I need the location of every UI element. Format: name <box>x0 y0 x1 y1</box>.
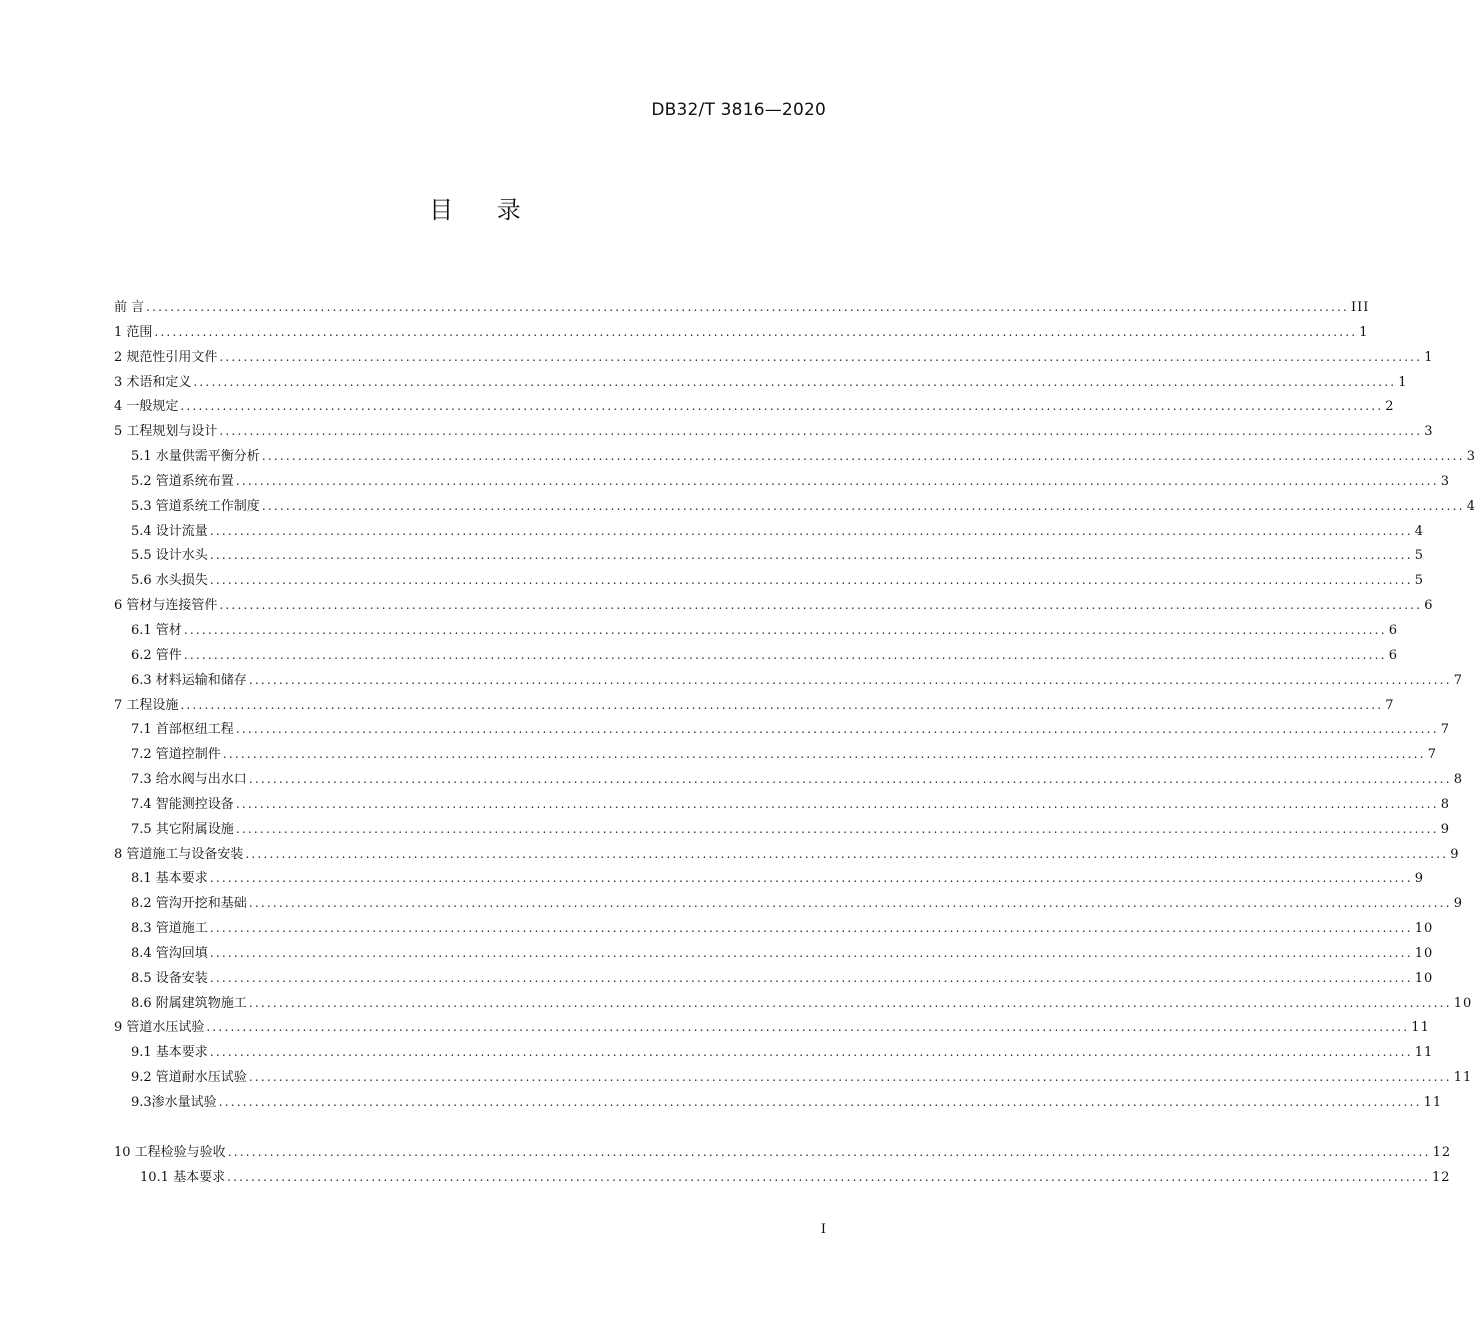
toc-entry-page: 11 <box>1414 1045 1434 1061</box>
toc-entry[interactable] <box>114 767 1463 792</box>
toc-dot-leader: ........................................................................................................................................................................................................ <box>146 300 1350 314</box>
toc-dot-leader: ........................................................................................................................................................................................................ <box>183 647 1387 662</box>
toc-entry-label: 7.5 其它附属设施 <box>131 821 234 837</box>
toc-dot-leader: ........................................................................................................................................................................................................ <box>209 548 1413 563</box>
toc-entry-label: 10 工程检验与验收 <box>114 1144 226 1160</box>
toc-entry-label: 前 言 <box>114 300 145 315</box>
toc-entry-label: 9.1 基本要求 <box>131 1045 208 1061</box>
toc-entry-label: 8.3 管道施工 <box>131 921 208 937</box>
toc-entry-page: 6 <box>1388 647 1398 663</box>
toc-entry-label: 5.3 管道系统工作制度 <box>131 498 260 514</box>
toc-entry[interactable] <box>114 469 1450 494</box>
toc-entry[interactable] <box>114 693 1395 718</box>
table-of-contents <box>114 295 1476 1190</box>
toc-entry[interactable] <box>114 444 1476 469</box>
toc-entry-page: 10 <box>1414 970 1434 986</box>
toc-dot-leader: ........................................................................................................................................................................................................ <box>235 821 1439 836</box>
toc-entry-label: 5.6 水头损失 <box>131 573 208 589</box>
toc-dot-leader: ........................................................................................................................................................................................................ <box>193 374 1397 389</box>
toc-entry-label: 6.1 管材 <box>131 622 182 638</box>
toc-entry-page: 3 <box>1424 424 1434 440</box>
toc-entry-label: 7.2 管道控制件 <box>131 747 221 763</box>
toc-entry-page: 5 <box>1414 548 1424 564</box>
toc-entry[interactable] <box>114 842 1460 867</box>
toc-entry-label: 3 术语和定义 <box>114 374 192 390</box>
toc-entry[interactable] <box>114 817 1450 842</box>
toc-entry-label: 8.1 基本要求 <box>131 871 208 887</box>
toc-entry-label: 9.2 管道耐水压试验 <box>131 1070 247 1086</box>
toc-dot-leader: ........................................................................................................................................................................................................ <box>248 1070 1452 1085</box>
toc-entry-label: 5.2 管道系统布置 <box>131 473 234 489</box>
toc-entry[interactable] <box>114 966 1434 991</box>
toc-entry-label: 7.3 给水阀与出水口 <box>131 772 247 788</box>
toc-entry[interactable] <box>114 941 1434 966</box>
page-title: 目 录 <box>429 196 539 224</box>
toc-dot-leader: ........................................................................................................................................................................................................ <box>245 846 1449 861</box>
toc-dot-leader: ........................................................................................................................................................................................................ <box>218 1095 1422 1109</box>
toc-dot-leader: ........................................................................................................................................................................................................ <box>183 622 1387 637</box>
toc-entry[interactable] <box>114 394 1395 419</box>
toc-dot-leader: ........................................................................................................................................................................................................ <box>209 523 1413 538</box>
toc-entry-page: 6 <box>1388 622 1398 638</box>
toc-entry[interactable] <box>114 1015 1430 1040</box>
toc-entry-page: 5 <box>1414 573 1424 589</box>
toc-entry-label: 9 管道水压试验 <box>114 1020 205 1036</box>
toc-entry-page: 11 <box>1423 1095 1443 1110</box>
toc-entry-label: 4 一般规定 <box>114 399 179 415</box>
toc-entry[interactable] <box>114 494 1476 519</box>
toc-entry-page: 10 <box>1414 921 1434 937</box>
toc-entry[interactable] <box>114 866 1424 891</box>
toc-dot-leader: ........................................................................................................................................................................................................ <box>248 772 1452 787</box>
toc-entry-label: 8.2 管沟开挖和基础 <box>131 896 247 912</box>
toc-entry-page: 7 <box>1385 697 1395 713</box>
toc-entry[interactable] <box>114 891 1463 916</box>
toc-entry-page: 12 <box>1431 1169 1451 1185</box>
toc-entry-label: 10.1 基本要求 <box>140 1169 226 1185</box>
toc-entry[interactable] <box>114 643 1398 668</box>
toc-dot-leader: ........................................................................................................................................................................................................ <box>235 473 1439 488</box>
toc-dot-leader: ........................................................................................................................................................................................................ <box>248 995 1452 1010</box>
page-number: I <box>820 1222 826 1237</box>
toc-entry[interactable] <box>114 742 1437 767</box>
toc-entry-page: 4 <box>1414 523 1424 539</box>
toc-dot-leader: ........................................................................................................................................................................................................ <box>227 1144 1431 1159</box>
toc-entry-page: 8 <box>1453 772 1463 788</box>
toc-entry[interactable] <box>114 419 1434 444</box>
toc-entry-page: 1 <box>1359 324 1369 340</box>
toc-dot-leader: ........................................................................................................................................................................................................ <box>235 722 1439 737</box>
toc-dot-leader: ........................................................................................................................................................................................................ <box>209 970 1413 985</box>
toc-entry[interactable] <box>114 345 1434 370</box>
toc-dot-leader: ........................................................................................................................................................................................................ <box>248 896 1452 911</box>
toc-dot-leader: ........................................................................................................................................................................................................ <box>209 945 1413 960</box>
toc-entry[interactable] <box>114 320 1369 345</box>
toc-entry-page: III <box>1351 300 1370 315</box>
toc-dot-leader: ........................................................................................................................................................................................................ <box>180 697 1384 712</box>
toc-entry-page: 7 <box>1453 672 1463 688</box>
toc-entry-page: 11 <box>1453 1070 1473 1086</box>
toc-entry[interactable] <box>114 717 1450 742</box>
toc-entry-page: 11 <box>1411 1020 1430 1036</box>
toc-dot-leader: ........................................................................................................................................................................................................ <box>219 349 1423 364</box>
toc-entry-label: 8.5 设备安装 <box>131 970 208 986</box>
toc-entry-label: 7.1 首部枢纽工程 <box>131 722 234 738</box>
toc-entry[interactable] <box>114 568 1424 593</box>
toc-entry[interactable] <box>114 519 1424 544</box>
toc-dot-leader: ........................................................................................................................................................................................................ <box>180 399 1384 414</box>
toc-entry-label: 9.3渗水量试验 <box>131 1095 217 1110</box>
toc-entry-page: 6 <box>1424 598 1434 614</box>
toc-entry[interactable] <box>114 991 1473 1016</box>
toc-entry-page: 12 <box>1432 1144 1452 1160</box>
toc-entry-page: 10 <box>1453 995 1473 1011</box>
toc-entry-page: 3 <box>1466 449 1476 465</box>
toc-entry-page: 7 <box>1440 722 1450 738</box>
document-code: DB32/T 3816—2020 <box>651 100 826 120</box>
toc-entry-page: 3 <box>1440 473 1450 489</box>
toc-entry-page: 8 <box>1440 796 1450 812</box>
toc-entry[interactable] <box>114 370 1408 395</box>
toc-entry-label: 1 范围 <box>114 324 153 340</box>
toc-entry-page: 2 <box>1385 399 1395 415</box>
toc-entry[interactable] <box>114 1040 1434 1065</box>
toc-entry-label: 6 管材与连接管件 <box>114 598 218 614</box>
toc-entry-label: 2 规范性引用文件 <box>114 349 218 365</box>
toc-entry-label: 7 工程设施 <box>114 697 179 713</box>
toc-dot-leader: ........................................................................................................................................................................................................ <box>209 573 1413 588</box>
toc-dot-leader: ........................................................................................................................................................................................................ <box>222 747 1426 762</box>
toc-entry-label: 5.1 水量供需平衡分析 <box>131 449 260 465</box>
toc-entry-page: 4 <box>1466 498 1476 514</box>
toc-entry-page: 1 <box>1424 349 1434 365</box>
toc-entry-label: 8.4 管沟回填 <box>131 945 208 961</box>
toc-entry-label: 8 管道施工与设备安装 <box>114 846 244 862</box>
toc-dot-leader: ........................................................................................................................................................................................................ <box>261 449 1465 464</box>
toc-entry[interactable] <box>114 1165 1451 1190</box>
toc-entry[interactable] <box>114 618 1398 643</box>
toc-entry-label: 7.4 智能测控设备 <box>131 796 234 812</box>
toc-dot-leader: ........................................................................................................................................................................................................ <box>227 1169 1430 1184</box>
toc-entry-label: 5.4 设计流量 <box>131 523 208 539</box>
toc-dot-leader: ........................................................................................................................................................................................................ <box>209 871 1413 886</box>
toc-entry-page: 7 <box>1427 747 1437 763</box>
toc-dot-leader: ........................................................................................................................................................................................................ <box>248 672 1452 687</box>
toc-entry-label: 8.6 附属建筑物施工 <box>131 995 247 1011</box>
toc-dot-leader: ........................................................................................................................................................................................................ <box>209 1045 1413 1060</box>
toc-entry-label: 6.3 材料运输和储存 <box>131 672 247 688</box>
toc-entry-page: 9 <box>1440 821 1450 837</box>
toc-dot-leader: ........................................................................................................................................................................................................ <box>206 1020 1410 1035</box>
toc-entry-page: 9 <box>1450 846 1460 862</box>
toc-entry-label: 6.2 管件 <box>131 647 182 663</box>
toc-dot-leader: ........................................................................................................................................................................................................ <box>235 796 1439 811</box>
toc-dot-leader: ........................................................................................................................................................................................................ <box>219 598 1423 613</box>
toc-entry-page: 9 <box>1414 871 1424 887</box>
toc-entry-label: 5.5 设计水头 <box>131 548 208 564</box>
toc-dot-leader: ........................................................................................................................................................................................................ <box>219 424 1423 439</box>
toc-entry[interactable] <box>114 1065 1473 1090</box>
toc-entry[interactable] <box>114 668 1463 693</box>
toc-dot-leader: ........................................................................................................................................................................................................ <box>261 498 1465 513</box>
toc-dot-leader: ........................................................................................................................................................................................................ <box>154 324 1358 339</box>
toc-entry[interactable] <box>114 916 1434 941</box>
toc-entry[interactable] <box>114 792 1450 817</box>
toc-entry[interactable] <box>114 1090 1443 1115</box>
toc-entry-page: 1 <box>1398 374 1408 390</box>
toc-entry-page: 10 <box>1414 945 1434 961</box>
toc-dot-leader: ........................................................................................................................................................................................................ <box>209 921 1413 936</box>
toc-entry-label: 5 工程规划与设计 <box>114 424 218 440</box>
toc-entry[interactable] <box>114 593 1434 618</box>
toc-entry[interactable] <box>114 543 1424 568</box>
toc-entry-page: 9 <box>1453 896 1463 912</box>
toc-entry[interactable] <box>114 295 1370 320</box>
toc-entry[interactable] <box>114 1140 1452 1165</box>
